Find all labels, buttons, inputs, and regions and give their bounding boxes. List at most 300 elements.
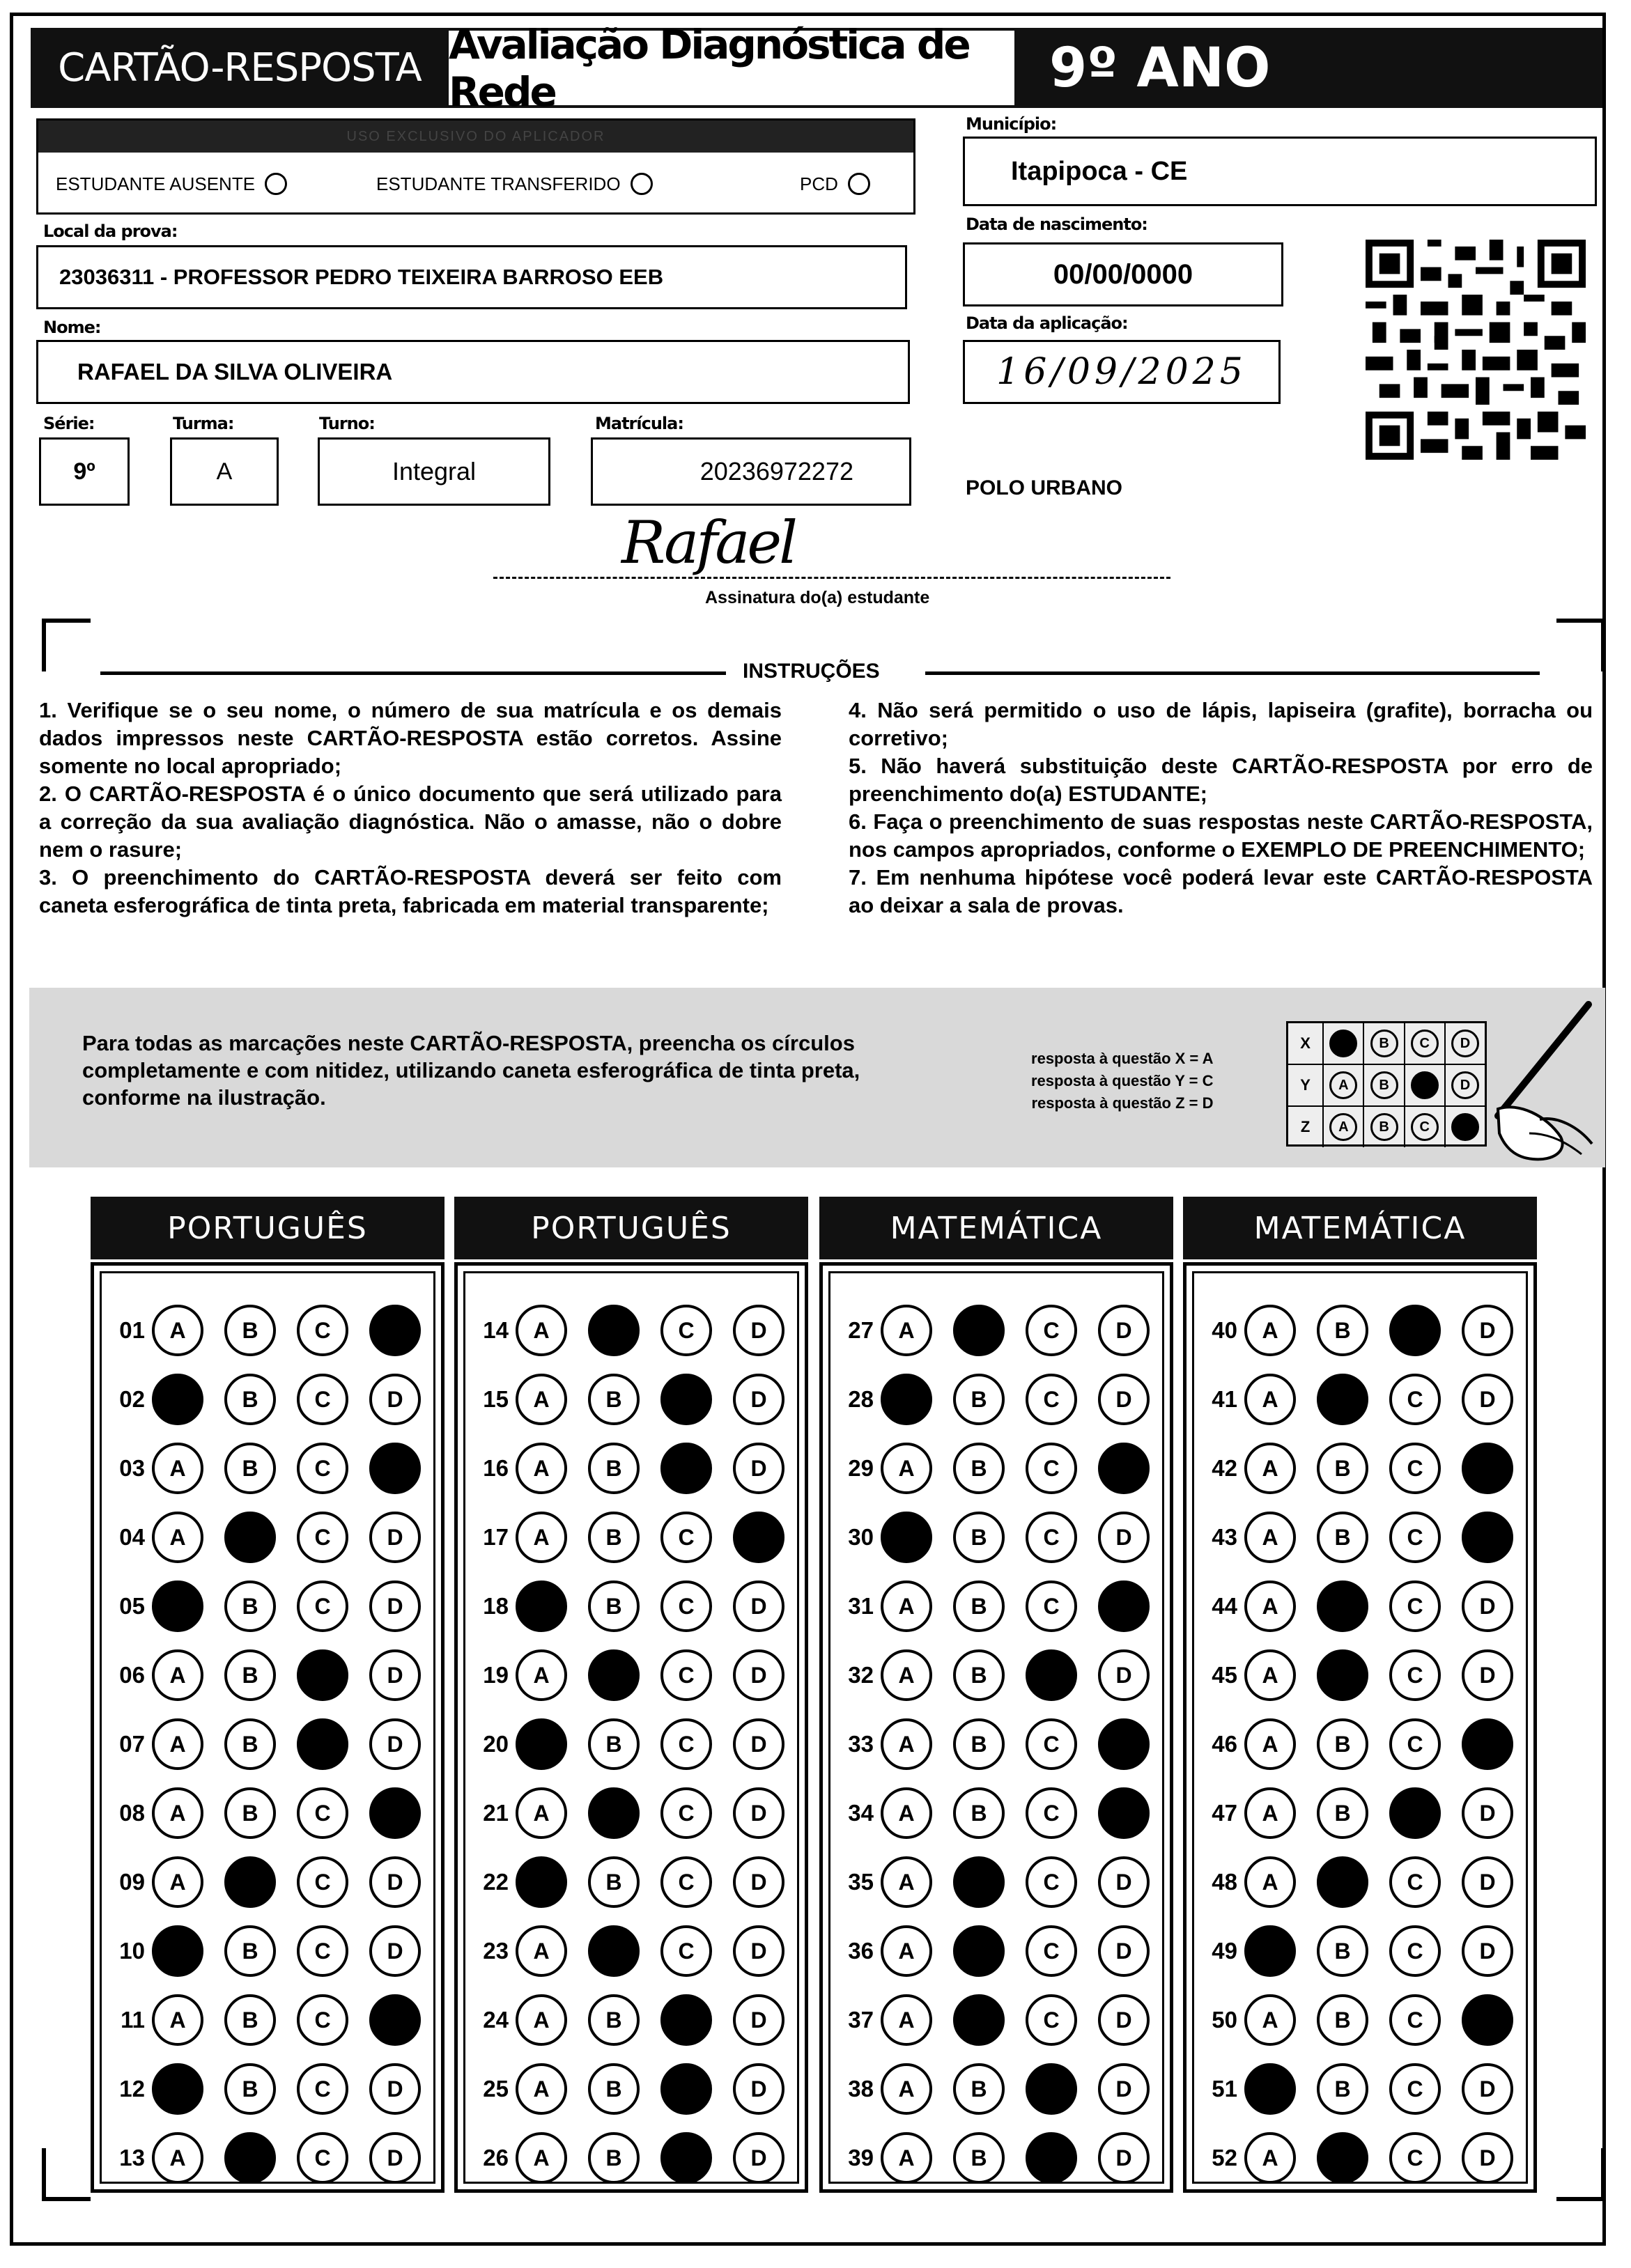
answer-bubble-c[interactable]: C [1389, 1994, 1441, 2046]
answer-bubble-c[interactable]: C [1389, 1443, 1441, 1494]
answer-bubble-c[interactable]: C [297, 1374, 348, 1425]
answer-bubble-c[interactable]: C [660, 1787, 712, 1839]
answer-bubble-b[interactable]: B [1317, 1512, 1368, 1563]
answer-bubble-b[interactable]: B [224, 1994, 276, 2046]
answer-bubble-b[interactable] [1317, 1580, 1368, 1632]
answer-bubble-a[interactable] [152, 1374, 203, 1425]
answer-bubble-d[interactable]: D [369, 1856, 421, 1908]
answer-bubble-b[interactable]: B [588, 2132, 640, 2184]
pcd-option[interactable] [800, 173, 870, 195]
question-number: 48 [1212, 1869, 1237, 1895]
answer-bubble-a[interactable]: A [881, 1718, 932, 1770]
answer-bubble-c[interactable]: C [1026, 1787, 1077, 1839]
answer-bubble-b[interactable]: B [953, 1443, 1005, 1494]
answer-bubble-b[interactable]: B [588, 1512, 640, 1563]
question-number: 16 [483, 1455, 509, 1481]
answer-bubble-d[interactable] [733, 1512, 784, 1563]
grade-badge: 9º ANO [1014, 28, 1602, 108]
instruction-item: 6. Faça o preenchimento de suas respostas neste CARTÃO-RESPOSTA, nos campos apropriados, conforme o EXEMPLO DE PREENCHIMENTO; [849, 809, 1593, 862]
answer-bubble-d[interactable]: D [733, 1994, 784, 2046]
answer-bubble-d[interactable] [369, 1443, 421, 1494]
answer-bubble-b[interactable]: B [953, 1649, 1005, 1701]
answer-bubble-c[interactable] [660, 2063, 712, 2115]
answer-bubble-a[interactable]: A [516, 1305, 567, 1356]
question-number: 43 [1212, 1524, 1237, 1550]
answer-bubble-b[interactable]: B [224, 1718, 276, 1770]
answer-bubble-c[interactable]: C [660, 1512, 712, 1563]
answer-column-inner [100, 1271, 435, 2184]
answer-bubble-d[interactable]: D [733, 1374, 784, 1425]
answer-bubble-c[interactable]: C [1389, 1649, 1441, 1701]
answer-bubble-a[interactable] [881, 1374, 932, 1425]
answer-bubble-a[interactable]: A [881, 1305, 932, 1356]
question-number: 50 [1212, 2007, 1237, 2033]
answer-bubble-a[interactable] [1244, 2063, 1296, 2115]
answer-bubble-d[interactable]: D [733, 1718, 784, 1770]
question-number: 21 [483, 1800, 509, 1826]
answer-bubble-c[interactable]: C [1026, 1305, 1077, 1356]
answer-bubble-c[interactable]: C [1026, 1925, 1077, 1977]
answer-bubble-c[interactable]: C [297, 1305, 348, 1356]
answer-bubble-d[interactable]: D [1462, 1856, 1513, 1908]
answer-bubble-a[interactable] [1244, 1925, 1296, 1977]
transferred-label: ESTUDANTE TRANSFERIDO [376, 173, 621, 194]
answer-bubble-d[interactable]: D [369, 1512, 421, 1563]
question-row [465, 1509, 805, 1565]
answer-bubble-b[interactable] [224, 2132, 276, 2184]
question-number: 07 [119, 1731, 145, 1757]
answer-bubble-a[interactable]: A [1244, 1994, 1296, 2046]
answer-bubble-b[interactable]: B [953, 2063, 1005, 2115]
instructions-rule-right [925, 671, 1540, 675]
question-row [465, 1440, 805, 1496]
answer-bubble-b[interactable]: B [953, 1787, 1005, 1839]
answer-bubble-b[interactable]: B [588, 1718, 640, 1770]
answer-bubble-b[interactable]: B [1317, 1443, 1368, 1494]
answer-bubble-d[interactable] [369, 1787, 421, 1839]
question-row [830, 1923, 1170, 1979]
question-row [830, 1440, 1170, 1496]
answer-bubble-a[interactable]: A [516, 1994, 567, 2046]
answer-bubble-a[interactable]: A [881, 1580, 932, 1632]
answer-bubble-b[interactable]: B [588, 1443, 640, 1494]
example-row-label: Z [1288, 1107, 1324, 1147]
example-bubble: C [1411, 1113, 1439, 1141]
municipio-field: Itapipoca - CE [963, 137, 1597, 206]
answer-bubble-a[interactable]: A [516, 1925, 567, 1977]
answer-bubble-c[interactable]: C [297, 1787, 348, 1839]
answer-bubble-b[interactable] [953, 1305, 1005, 1356]
answer-bubble-b[interactable]: B [588, 1856, 640, 1908]
answer-bubble-a[interactable]: A [1244, 1443, 1296, 1494]
answer-bubble-a[interactable]: A [152, 1512, 203, 1563]
student-signature: Rafael [621, 508, 795, 577]
question-number: 19 [483, 1662, 509, 1688]
answer-bubble-d[interactable]: D [733, 2132, 784, 2184]
answer-bubble-b[interactable]: B [224, 1925, 276, 1977]
answer-bubble-b[interactable]: B [588, 2063, 640, 2115]
answer-bubble-a[interactable]: A [152, 1994, 203, 2046]
question-row [830, 1785, 1170, 1841]
turma-label: Turma: [173, 414, 234, 433]
question-number: 05 [119, 1593, 145, 1619]
question-row [465, 2130, 805, 2186]
answer-bubble-a[interactable]: A [1244, 1856, 1296, 1908]
corner-top-right [1556, 619, 1605, 671]
answer-bubble-a[interactable]: A [881, 1856, 932, 1908]
answer-bubble-d[interactable] [369, 1305, 421, 1356]
answer-bubble-c[interactable]: C [1026, 1443, 1077, 1494]
question-number: 39 [848, 2145, 874, 2170]
pen-hand-icon [1442, 997, 1602, 1165]
answer-bubble-a[interactable]: A [516, 2132, 567, 2184]
answer-bubble-d[interactable]: D [1098, 1305, 1150, 1356]
answer-bubble-a[interactable]: A [152, 1856, 203, 1908]
local-label: Local da prova: [43, 222, 178, 241]
answer-bubble-d[interactable] [1462, 1512, 1513, 1563]
answer-bubble-d[interactable]: D [369, 2063, 421, 2115]
question-number: 47 [1212, 1800, 1237, 1826]
answer-bubble-a[interactable]: A [881, 1443, 932, 1494]
answer-bubble-a[interactable]: A [1244, 1580, 1296, 1632]
nascimento-label: Data de nascimento: [966, 215, 1147, 234]
instruction-item: 2. O CARTÃO-RESPOSTA é o único documento que será utilizado para a correção da sua avaliação diagnóstica. Não o amasse, não o dobre nem o rasure; [39, 782, 782, 862]
answer-bubble-c[interactable]: C [297, 2063, 348, 2115]
answer-bubble-d[interactable]: D [369, 1374, 421, 1425]
question-number: 45 [1212, 1662, 1237, 1688]
answer-bubble-d[interactable]: D [1462, 2132, 1513, 2184]
answer-bubble-a[interactable]: A [881, 1649, 932, 1701]
answer-bubble-b[interactable]: B [953, 1718, 1005, 1770]
question-number: 51 [1212, 2076, 1237, 2102]
answer-bubble-a[interactable]: A [516, 1443, 567, 1494]
answer-bubble-b[interactable] [224, 1512, 276, 1563]
answer-bubble-d[interactable]: D [1098, 2063, 1150, 2115]
answer-bubble-b[interactable] [1317, 2132, 1368, 2184]
question-row [102, 1785, 442, 1841]
corner-top-left [42, 619, 91, 671]
instructions-right [849, 697, 1593, 919]
answer-bubble-c[interactable]: C [297, 1512, 348, 1563]
answer-bubble-d[interactable] [1462, 1994, 1513, 2046]
answer-bubble-c[interactable] [660, 1374, 712, 1425]
answer-bubble-c[interactable]: C [1026, 1994, 1077, 2046]
answer-bubble-c[interactable]: C [297, 1443, 348, 1494]
answer-bubble-a[interactable]: A [152, 1718, 203, 1770]
answer-bubble-b[interactable] [224, 1856, 276, 1908]
answer-bubble-c[interactable] [297, 1718, 348, 1770]
matricula-label: Matrícula: [595, 414, 683, 433]
answer-bubble-a[interactable]: A [516, 1512, 567, 1563]
question-number: 24 [483, 2007, 509, 2033]
answer-bubble-c[interactable]: C [660, 1925, 712, 1977]
answer-bubble-b[interactable] [588, 1649, 640, 1701]
answer-bubble-a[interactable]: A [152, 1787, 203, 1839]
answer-column [91, 1262, 445, 2193]
question-row [830, 1647, 1170, 1703]
question-number: 12 [119, 2076, 145, 2102]
question-number: 28 [848, 1386, 874, 1412]
answer-bubble-c[interactable]: C [1389, 1512, 1441, 1563]
answer-bubble-a[interactable]: A [881, 1787, 932, 1839]
question-row [102, 1509, 442, 1565]
answer-bubble-c[interactable] [297, 1649, 348, 1701]
answer-bubble-d[interactable]: D [733, 1443, 784, 1494]
transferred-checkbox[interactable] [631, 173, 653, 195]
answer-bubble-c[interactable] [1389, 1787, 1441, 1839]
answer-bubble-c[interactable]: C [297, 1856, 348, 1908]
answer-bubble-a[interactable] [516, 1718, 567, 1770]
answer-bubble-d[interactable] [1098, 1580, 1150, 1632]
question-number: 04 [119, 1524, 145, 1550]
question-number: 52 [1212, 2145, 1237, 2170]
answer-bubble-c[interactable] [660, 1994, 712, 2046]
question-row [830, 1372, 1170, 1427]
absent-checkbox[interactable] [265, 173, 287, 195]
example-bubble: D [1451, 1071, 1479, 1099]
answer-bubble-a[interactable] [881, 1512, 932, 1563]
answer-bubble-c[interactable]: C [297, 1994, 348, 2046]
answer-bubble-c[interactable]: C [660, 1718, 712, 1770]
answer-bubble-b[interactable]: B [1317, 1718, 1368, 1770]
question-number: 33 [848, 1731, 874, 1757]
transferred-option[interactable] [376, 173, 653, 195]
question-row [102, 1578, 442, 1634]
answer-bubble-c[interactable]: C [1026, 1856, 1077, 1908]
answer-bubble-c[interactable]: C [660, 1649, 712, 1701]
answer-bubble-a[interactable]: A [152, 1443, 203, 1494]
answer-bubble-a[interactable]: A [881, 1925, 932, 1977]
answer-bubble-b[interactable]: B [953, 1374, 1005, 1425]
signature-line [493, 577, 1170, 579]
answer-bubble-d[interactable]: D [369, 2132, 421, 2184]
answer-bubble-d[interactable] [1098, 1718, 1150, 1770]
answer-bubble-b[interactable] [953, 1994, 1005, 2046]
answer-bubble-a[interactable]: A [516, 2063, 567, 2115]
answer-bubble-b[interactable]: B [588, 1580, 640, 1632]
answer-bubble-d[interactable]: D [733, 2063, 784, 2115]
question-number: 46 [1212, 1731, 1237, 1757]
answer-bubble-c[interactable]: C [1389, 1925, 1441, 1977]
answer-bubble-a[interactable]: A [1244, 1374, 1296, 1425]
fill-example-keys [1031, 1048, 1213, 1114]
answer-bubble-a[interactable]: A [1244, 2132, 1296, 2184]
answer-bubble-b[interactable]: B [1317, 1994, 1368, 2046]
answer-bubble-c[interactable] [1026, 2063, 1077, 2115]
question-number: 34 [848, 1800, 874, 1826]
answer-bubble-c[interactable] [660, 2132, 712, 2184]
answer-bubble-c[interactable]: C [660, 1580, 712, 1632]
answer-bubble-a[interactable] [152, 1580, 203, 1632]
answer-bubble-a[interactable] [152, 1925, 203, 1977]
answer-bubble-a[interactable]: A [1244, 1305, 1296, 1356]
answer-bubble-c[interactable]: C [297, 2132, 348, 2184]
answer-bubble-d[interactable]: D [1098, 1374, 1150, 1425]
answer-bubble-d[interactable] [1462, 1718, 1513, 1770]
example-bubble: B [1370, 1030, 1398, 1057]
answer-bubble-c[interactable] [1389, 1305, 1441, 1356]
answer-bubble-c[interactable]: C [1389, 1856, 1441, 1908]
answer-bubble-c[interactable]: C [1026, 1718, 1077, 1770]
answer-bubble-a[interactable]: A [152, 1305, 203, 1356]
answer-bubble-d[interactable]: D [369, 1580, 421, 1632]
answer-bubble-d[interactable]: D [369, 1925, 421, 1977]
answer-bubble-d[interactable]: D [1098, 1649, 1150, 1701]
answer-bubble-a[interactable]: A [1244, 1512, 1296, 1563]
answer-bubble-d[interactable]: D [1462, 1305, 1513, 1356]
answer-bubble-d[interactable] [1098, 1787, 1150, 1839]
question-row [102, 1923, 442, 1979]
corner-bottom-right [1556, 2148, 1605, 2201]
question-row [1194, 1303, 1534, 1358]
question-number: 27 [848, 1317, 874, 1343]
answer-bubble-d[interactable]: D [1098, 2132, 1150, 2184]
answer-bubble-a[interactable] [152, 2063, 203, 2115]
question-row [1194, 1509, 1534, 1565]
answer-bubble-d[interactable]: D [733, 1305, 784, 1356]
answer-column-inner [463, 1271, 799, 2184]
answer-bubble-d[interactable]: D [1098, 1512, 1150, 1563]
answer-bubble-b[interactable] [588, 1925, 640, 1977]
answer-bubble-d[interactable]: D [1462, 1787, 1513, 1839]
answer-bubble-c[interactable]: C [1389, 1718, 1441, 1770]
answer-bubble-a[interactable]: A [1244, 1718, 1296, 1770]
turno-label: Turno: [319, 414, 375, 433]
answer-bubble-c[interactable]: C [297, 1580, 348, 1632]
answer-bubble-a[interactable]: A [516, 1787, 567, 1839]
answer-bubble-b[interactable]: B [588, 1374, 640, 1425]
answer-bubble-d[interactable]: D [369, 1718, 421, 1770]
answer-bubble-d[interactable]: D [733, 1925, 784, 1977]
subject-header: PORTUGUÊS [91, 1197, 445, 1259]
answer-bubble-a[interactable]: A [1244, 1787, 1296, 1839]
answer-bubble-b[interactable]: B [224, 1787, 276, 1839]
question-number: 06 [119, 1662, 145, 1688]
question-row [1194, 1992, 1534, 2048]
answer-bubble-d[interactable]: D [1098, 1994, 1150, 2046]
absent-option[interactable] [56, 173, 287, 195]
answer-bubble-b[interactable]: B [1317, 2063, 1368, 2115]
answer-bubble-b[interactable]: B [224, 1374, 276, 1425]
answer-bubble-d[interactable]: D [1098, 1925, 1150, 1977]
question-number: 22 [483, 1869, 509, 1895]
question-row [102, 1992, 442, 2048]
answer-bubble-b[interactable] [1317, 1649, 1368, 1701]
answer-bubble-d[interactable]: D [1462, 2063, 1513, 2115]
answer-bubble-c[interactable]: C [1389, 1374, 1441, 1425]
answer-bubble-a[interactable]: A [881, 2063, 932, 2115]
answer-bubble-d[interactable]: D [733, 1580, 784, 1632]
answer-bubble-c[interactable]: C [1026, 1374, 1077, 1425]
answer-bubble-c[interactable] [1026, 1649, 1077, 1701]
answer-bubble-c[interactable]: C [297, 1925, 348, 1977]
question-row [465, 1578, 805, 1634]
answer-bubble-b[interactable]: B [588, 1994, 640, 2046]
instructions-title: INSTRUÇÕES [743, 660, 880, 683]
answer-bubble-d[interactable]: D [733, 1649, 784, 1701]
question-row [1194, 1578, 1534, 1634]
answer-bubble-b[interactable]: B [1317, 1305, 1368, 1356]
answer-bubble-b[interactable]: B [1317, 1925, 1368, 1977]
answer-bubble-b[interactable]: B [953, 2132, 1005, 2184]
example-bubble [1329, 1030, 1357, 1057]
answer-bubble-b[interactable] [588, 1787, 640, 1839]
answer-bubble-c[interactable]: C [1389, 2132, 1441, 2184]
question-row [465, 1372, 805, 1427]
answer-bubble-c[interactable]: C [1389, 2063, 1441, 2115]
answer-bubble-b[interactable]: B [224, 2063, 276, 2115]
question-number: 40 [1212, 1317, 1237, 1343]
answer-bubble-a[interactable]: A [152, 1649, 203, 1701]
answer-bubble-c[interactable]: C [1026, 1512, 1077, 1563]
question-number: 49 [1212, 1938, 1237, 1964]
answer-bubble-d[interactable]: D [1098, 1856, 1150, 1908]
answer-bubble-b[interactable]: B [1317, 1787, 1368, 1839]
answer-bubble-a[interactable]: A [1244, 1649, 1296, 1701]
answer-bubble-d[interactable] [1098, 1443, 1150, 1494]
answer-bubble-d[interactable]: D [733, 1787, 784, 1839]
answer-bubble-d[interactable]: D [733, 1856, 784, 1908]
answer-bubble-c[interactable]: C [1026, 1580, 1077, 1632]
answer-bubble-d[interactable]: D [1462, 1649, 1513, 1701]
answer-bubble-b[interactable]: B [224, 1580, 276, 1632]
answer-bubble-b[interactable] [953, 1925, 1005, 1977]
answer-bubble-d[interactable]: D [1462, 1925, 1513, 1977]
answer-bubble-b[interactable]: B [224, 1305, 276, 1356]
answer-bubble-b[interactable] [953, 1856, 1005, 1908]
answer-bubble-c[interactable]: C [660, 1305, 712, 1356]
answer-bubble-d[interactable]: D [1462, 1374, 1513, 1425]
answer-bubble-a[interactable]: A [516, 1649, 567, 1701]
question-row [465, 1923, 805, 1979]
answer-bubble-b[interactable] [1317, 1374, 1368, 1425]
question-number: 37 [848, 2007, 874, 2033]
answer-bubble-d[interactable]: D [1462, 1580, 1513, 1632]
answer-bubble-a[interactable] [516, 1580, 567, 1632]
answer-bubble-a[interactable]: A [881, 1994, 932, 2046]
instructions-rule-left [100, 671, 726, 675]
answer-bubble-d[interactable] [1462, 1443, 1513, 1494]
answer-bubble-c[interactable]: C [660, 1856, 712, 1908]
question-row [465, 1716, 805, 1772]
answer-bubble-c[interactable]: C [1389, 1580, 1441, 1632]
answer-bubble-a[interactable] [516, 1856, 567, 1908]
answer-bubble-c[interactable] [660, 1443, 712, 1494]
question-number: 14 [483, 1317, 509, 1343]
polo-label: POLO URBANO [966, 476, 1122, 499]
answer-bubble-b[interactable] [1317, 1856, 1368, 1908]
answer-bubble-b[interactable]: B [224, 1443, 276, 1494]
question-number: 26 [483, 2145, 509, 2170]
pcd-checkbox[interactable] [848, 173, 870, 195]
answer-bubble-c[interactable] [1026, 2132, 1077, 2184]
answer-bubble-a[interactable]: A [516, 1374, 567, 1425]
answer-bubble-b[interactable]: B [953, 1512, 1005, 1563]
example-bubble: A [1329, 1071, 1357, 1099]
answer-bubble-d[interactable] [369, 1994, 421, 2046]
question-number: 23 [483, 1938, 509, 1964]
answer-bubble-d[interactable]: D [369, 1649, 421, 1701]
name-field: RAFAEL DA SILVA OLIVEIRA [36, 340, 910, 404]
answer-bubble-a[interactable]: A [152, 2132, 203, 2184]
question-number: 20 [483, 1731, 509, 1757]
answer-bubble-b[interactable]: B [953, 1580, 1005, 1632]
answer-bubble-b[interactable] [588, 1305, 640, 1356]
pcd-label: PCD [800, 173, 838, 194]
answer-bubble-b[interactable]: B [224, 1649, 276, 1701]
answer-bubble-a[interactable]: A [881, 2132, 932, 2184]
question-row [1194, 1647, 1534, 1703]
